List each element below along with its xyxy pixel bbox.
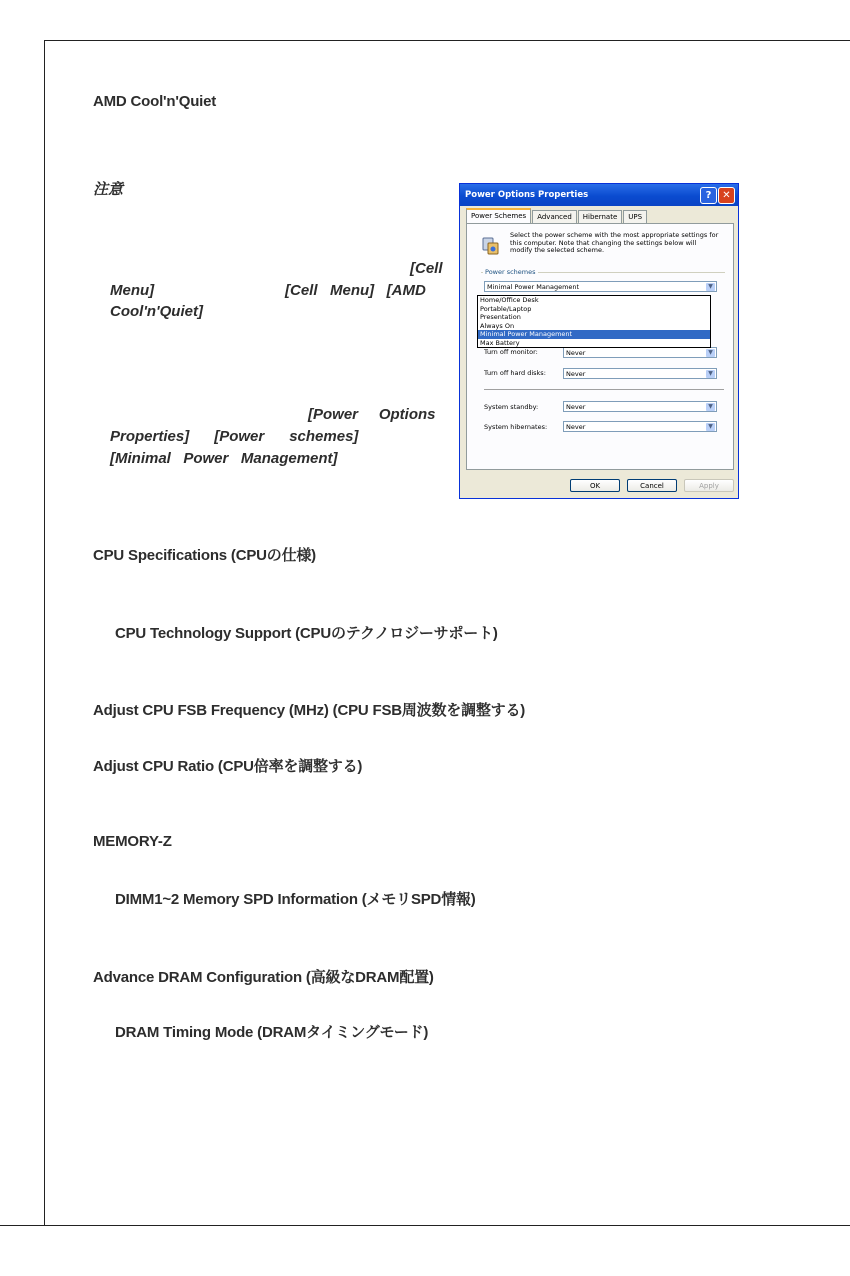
heading-memory-z: MEMORY-Z <box>93 833 172 850</box>
standby-select-value: Never <box>566 403 586 411</box>
tab-power-schemes[interactable]: Power Schemes <box>466 208 531 223</box>
note-line-1: [Cell <box>410 260 443 277</box>
dropdown-option[interactable]: Home/Office Desk <box>480 296 539 304</box>
power-options-dialog <box>459 183 739 499</box>
row-label-monitor: Turn off monitor: <box>484 348 538 356</box>
hard-disks-select[interactable] <box>563 368 717 379</box>
note-line-6: [Minimal Power Management] <box>110 450 338 467</box>
power-scheme-icon <box>481 234 501 256</box>
help-button[interactable]: ? <box>700 187 717 204</box>
ok-button[interactable]: OK <box>570 479 620 492</box>
row-label-standby: System standby: <box>484 403 539 411</box>
cancel-button[interactable]: Cancel <box>627 479 677 492</box>
heading-adjust-fsb: Adjust CPU FSB Frequency (MHz) (CPU FSB周波数を調整する) <box>93 702 526 719</box>
chevron-down-icon[interactable]: ▼ <box>706 283 715 291</box>
note-line-2a: Menu] <box>110 282 155 299</box>
heading-cpu-spec: CPU Specifications (CPUの仕様) <box>93 547 316 564</box>
note-line-3: Cool'n'Quiet] <box>110 303 203 320</box>
page-frame-left <box>44 40 45 1225</box>
close-button[interactable]: ✕ <box>718 187 735 204</box>
dialog-title: Power Options Properties <box>465 190 589 200</box>
dialog-description: Select the power scheme with the most appropriate settings for this computer. Note that changing the settings below will modify the selected scheme. <box>510 231 719 254</box>
chevron-down-icon[interactable]: ▼ <box>706 403 715 411</box>
page-frame-bottom <box>0 1225 850 1226</box>
dropdown-option-selected[interactable]: Minimal Power Management <box>478 330 710 339</box>
dropdown-option[interactable]: Max Battery <box>480 338 520 347</box>
dialog-titlebar <box>460 184 738 206</box>
note-line-5: Properties] [Power schemes] <box>110 428 359 445</box>
apply-button[interactable]: Apply <box>684 479 734 492</box>
heading-amd-cool: AMD Cool'n'Quiet <box>93 93 217 110</box>
row-label-hard-disks: Turn off hard disks: <box>484 369 546 377</box>
scheme-select[interactable] <box>484 281 717 292</box>
separator <box>484 389 724 390</box>
page-frame-top <box>44 40 850 41</box>
scheme-select-value: Minimal Power Management <box>487 283 580 291</box>
heading-adjust-ratio: Adjust CPU Ratio (CPU倍率を調整する) <box>93 758 363 775</box>
hard-disks-select-value: Never <box>566 370 586 378</box>
row-label-hibernates: System hibernates: <box>484 423 548 431</box>
monitor-select-value: Never <box>566 349 586 357</box>
group-label: Power schemes <box>485 268 536 276</box>
note-title: 注意 <box>93 181 124 198</box>
tab-advanced[interactable]: Advanced <box>532 210 577 223</box>
note-line-4: [Power Options <box>308 406 436 423</box>
tab-hibernate[interactable]: Hibernate <box>578 210 623 223</box>
standby-select[interactable] <box>563 401 717 412</box>
tab-ups[interactable]: UPS <box>623 210 647 223</box>
heading-dram-timing: DRAM Timing Mode (DRAMタイミングモード) <box>115 1024 429 1041</box>
heading-dimm-spd: DIMM1~2 Memory SPD Information (メモリSPD情報) <box>115 891 476 908</box>
chevron-down-icon[interactable]: ▼ <box>706 423 715 431</box>
monitor-select[interactable] <box>563 347 717 358</box>
hibernates-select-value: Never <box>566 423 586 431</box>
chevron-down-icon[interactable]: ▼ <box>706 349 715 357</box>
chevron-down-icon[interactable]: ▼ <box>706 370 715 378</box>
heading-cpu-tech: CPU Technology Support (CPUのテクノロジーサポート) <box>115 625 498 642</box>
hibernates-select[interactable] <box>563 421 717 432</box>
dropdown-option[interactable]: Presentation <box>480 313 521 321</box>
scheme-dropdown-list <box>477 295 711 348</box>
dialog-tabs <box>466 210 648 223</box>
heading-adv-dram: Advance DRAM Configuration (高級なDRAM配置) <box>93 969 434 986</box>
dropdown-option[interactable]: Always On <box>480 321 515 330</box>
note-line-2b: [Cell Menu] [AMD <box>285 282 426 299</box>
dropdown-option[interactable]: Portable/Laptop <box>480 304 532 313</box>
